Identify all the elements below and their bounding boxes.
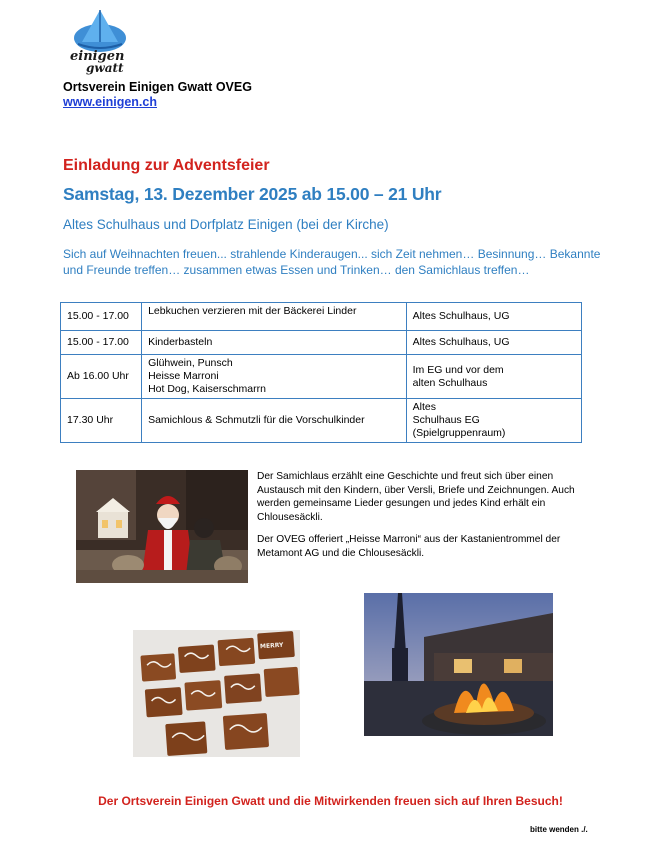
table-row xyxy=(61,399,582,443)
time-cell: 15.00 - 17.00 xyxy=(61,303,142,331)
place-line: Altes Schulhaus, UG xyxy=(412,336,510,348)
gingerbread-photo xyxy=(133,630,300,757)
time-cell: 15.00 - 17.00 xyxy=(61,331,142,355)
schedule-table xyxy=(60,302,582,443)
sailboat-logo-icon xyxy=(60,8,145,52)
place-line: Im EG und vor dem xyxy=(412,363,504,376)
table-row xyxy=(61,303,582,331)
place-cell xyxy=(406,303,581,331)
activity-line: Hot Dog, Kaiserschmarrn xyxy=(148,383,266,395)
place-cell xyxy=(406,331,581,355)
place-line: (Spielgruppenraum) xyxy=(412,427,506,439)
table-row xyxy=(61,331,582,355)
place-line: Altes xyxy=(412,401,436,413)
activity-cell xyxy=(142,331,407,355)
activity-cell xyxy=(142,399,407,443)
place-line: Schulhaus EG xyxy=(412,414,480,426)
activity-line: Glühwein, Punsch xyxy=(148,357,233,369)
intro-text: Sich auf Weihnachten freuen... strahlende Kinderaugen... sich Zeit nehmen… Besinnung… Bekannte und Freunde treffen… zusammen etwas Essen und Trinken… den Samichlaus treffen… xyxy=(63,247,601,277)
please-turn-over: bitte wenden ./. xyxy=(530,825,588,834)
place-line: Altes Schulhaus, UG xyxy=(412,310,510,322)
event-date-time: Samstag, 13. Dezember 2025 ab 15.00 – 21 Uhr xyxy=(63,184,442,204)
website-link[interactable]: www.einigen.ch xyxy=(63,95,157,109)
activity-line: Kinderbasteln xyxy=(148,336,213,348)
invitation-title: Einladung zur Adventsfeier xyxy=(63,157,270,174)
activity-cell xyxy=(142,355,407,399)
place-cell xyxy=(406,355,581,399)
org-name: Ortsverein Einigen Gwatt OVEG xyxy=(63,80,252,94)
samichlaus-photo xyxy=(76,470,248,583)
description-paragraph: Der Samichlaus erzählt eine Geschichte und freut sich über einen Austausch mit den Kindern, über Versli, Briefe und Zeichnungen. Auch werden gemeinsame Lieder gesungen und jedes Kind erhält ein Chlousesäckli. xyxy=(257,471,575,523)
logo-text-gwatt: gwatt xyxy=(86,61,124,75)
campfire-photo xyxy=(364,593,553,736)
event-location: Altes Schulhaus und Dorfplatz Einigen (bei der Kirche) xyxy=(63,217,389,232)
place-line: alten Schulhaus xyxy=(412,376,488,389)
activity-cell xyxy=(142,303,407,331)
logo-text-einigen: einigen xyxy=(70,49,125,64)
logo xyxy=(60,8,145,74)
time-cell: 17.30 Uhr xyxy=(61,399,142,443)
footer-message: Der Ortsverein Einigen Gwatt und die Mitwirkenden freuen sich auf Ihren Besuch! xyxy=(98,794,563,808)
description xyxy=(257,470,595,570)
table-row xyxy=(61,355,582,399)
cookie-text: MERRY xyxy=(259,641,284,651)
time-cell: Ab 16.00 Uhr xyxy=(61,355,142,399)
place-cell xyxy=(406,399,581,443)
activity-line: Heisse Marroni xyxy=(148,370,219,382)
description-paragraph: Der OVEG offeriert „Heisse Marroni“ aus der Kastanientrommel der Metamont AG und die Chlousesäckli. xyxy=(257,534,561,559)
activity-line: Samichlous & Schmutzli für die Vorschulkinder xyxy=(148,414,365,426)
activity-line: Lebkuchen verzieren mit der Bäckerei Linder xyxy=(148,305,357,317)
